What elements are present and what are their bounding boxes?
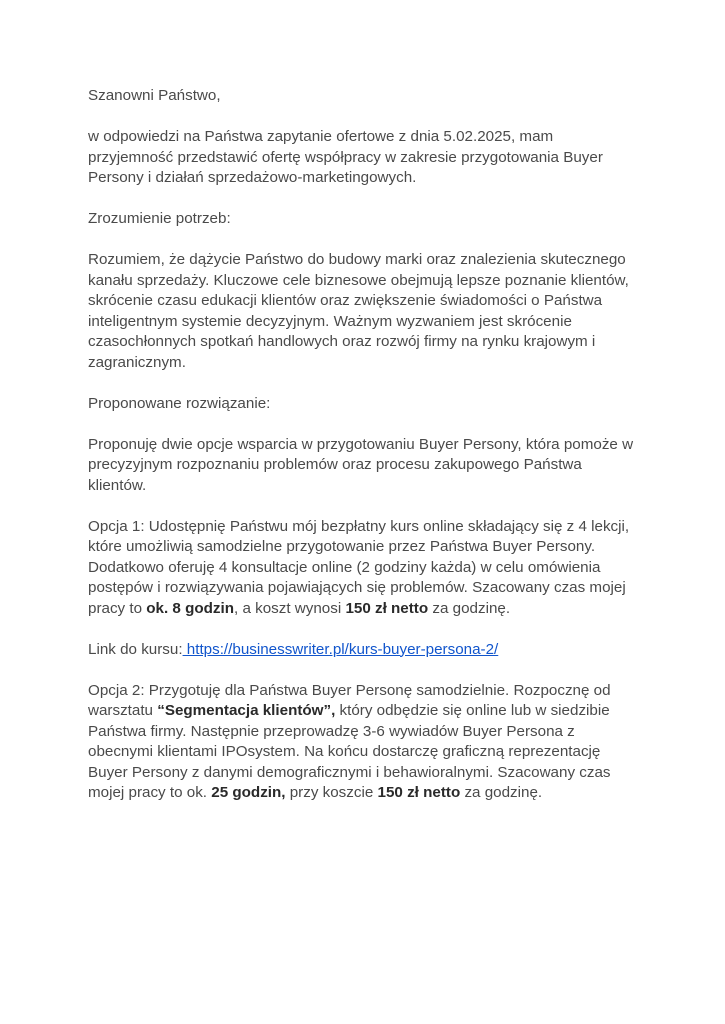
option-2-hours: 25 godzin,	[211, 784, 286, 801]
salutation: Szanowni Państwo,	[88, 87, 221, 104]
workshop-name: “Segmentacja klientów”,	[157, 702, 336, 719]
intro-paragraph: w odpowiedzi na Państwa zapytanie ofertowe z dnia 5.02.2025, mam przyjemność przedstawić ofertę współpracy w zakresie przygotowania Buyer Persony i działań sprzedażowo-marketingowych.	[88, 128, 603, 186]
option-2-price: 150 zł netto	[377, 784, 461, 801]
course-link-paragraph	[88, 640, 648, 661]
needs-paragraph: Rozumiem, że dążycie Państwo do budowy marki oraz znalezienia skutecznego kanału sprzedaży. Kluczowe cele biznesowe obejmują lepsze poznanie klientów, skrócenie czasu edukacji klientów oraz zwiększenie świadomości o Państwa inteligentnym systemie decyzyjnym. Ważnym wyzwaniem jest skrócenie czasochłonnych spotkań handlowych oraz rozwój firmy na rynku krajowym i zagranicznym.	[88, 251, 629, 371]
course-link-label: Link do kursu:	[88, 640, 183, 658]
option-1-paragraph: Opcja 1: Udostępnię Państwu mój bezpłatny kurs online składający się z 4 lekcji, które umożliwią samodzielne przygotowanie przez Państwa Buyer Persony. Dodatkowo oferuję 4 konsultacje online (2 godziny każda) w celu omówienia postępów i rozwiązywania pojawiających się problemów. Szacowany czas mojej pracy to ok. 8 godzin, a koszt wynosi 150 zł netto za godzinę.	[88, 517, 648, 620]
option-2-paragraph: Opcja 2: Przygotuję dla Państwa Buyer Personę samodzielnie. Rozpocznę od warsztatu “Segmentacja klientów”, który odbędzie się online lub w siedzibie Państwa firmy. Następnie przeprowadzę 3-6 wywiadów Buyer Persona z obecnymi klientami IPOsystem. Na końcu dostarczę graficzną reprezentację Buyer Persony z danymi demograficznymi i behawioralnymi. Szacowany czas mojej pracy to ok. 25 godzin, przy koszcie 150 zł netto za godzinę.	[88, 681, 648, 804]
solution-paragraph: Proponuję dwie opcje wsparcia w przygotowaniu Buyer Persony, która pomoże w precyzyjnym rozpoznaniu problemów oraz procesu zakupowego Państwa klientów.	[88, 435, 634, 494]
course-link[interactable]: https://businesswriter.pl/kurs-buyer-persona-2/	[182, 640, 499, 658]
needs-heading: Zrozumienie potrzeb:	[88, 210, 231, 227]
letter-body	[88, 86, 648, 824]
option-1-cost-line: pracy to ok. 8 godzin, a koszt wynosi 150 zł netto za godzinę.	[88, 599, 511, 617]
option-1-hours: ok. 8 godzin	[146, 599, 235, 617]
option-1-price: 150 zł netto	[345, 599, 429, 617]
option-2-cost-line: mojej pracy to ok. 25 godzin, przy koszcie 150 zł netto za godzinę.	[88, 784, 543, 801]
solution-heading: Proponowane rozwiązanie:	[88, 394, 271, 412]
